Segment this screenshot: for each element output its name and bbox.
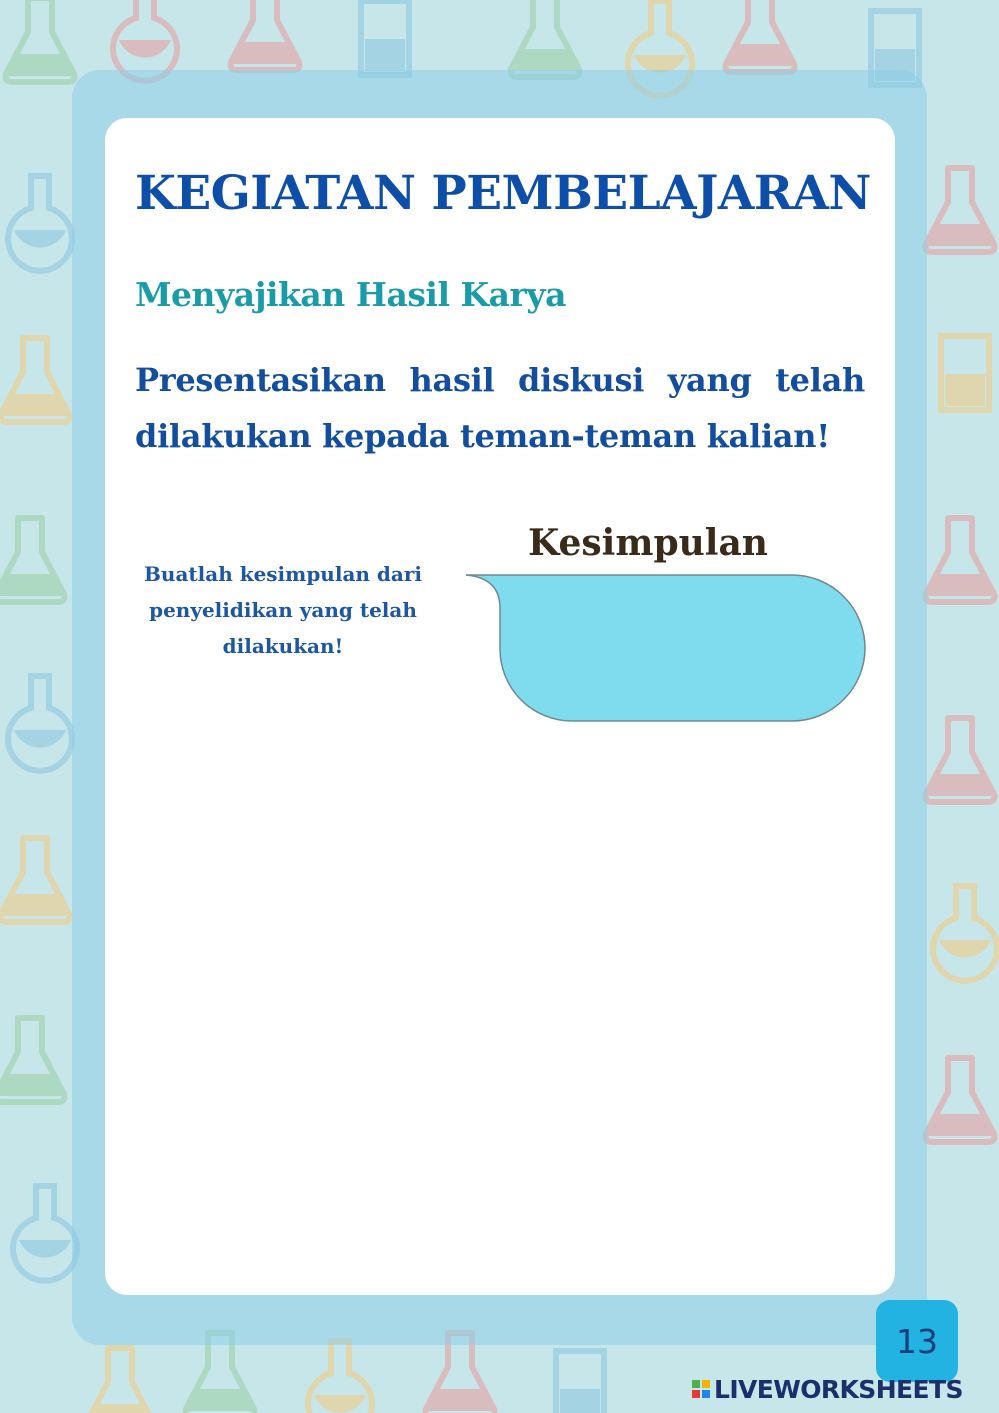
conclusion-answer-input[interactable] — [512, 592, 846, 706]
activity-instruction: Presentasikan hasil diskusi yang telah dilakukan kepada teman-teman kalian! — [135, 361, 865, 455]
conclusion-label: Kesimpulan — [528, 522, 768, 564]
footer-brand[interactable] — [692, 1374, 963, 1404]
brand-name: LIVEWORKSHEETS — [714, 1374, 963, 1404]
page-number-badge — [876, 1300, 958, 1382]
page-title: KEGIATAN PEMBELAJARAN — [135, 166, 871, 221]
liveworksheets-logo-icon — [692, 1380, 710, 1398]
page-subtitle: Menyajikan Hasil Karya — [135, 275, 566, 314]
page-number: 13 — [896, 1321, 938, 1361]
conclusion-prompt: Buatlah kesimpulan dari penyelidikan yang telah dilakukan! — [144, 562, 422, 658]
